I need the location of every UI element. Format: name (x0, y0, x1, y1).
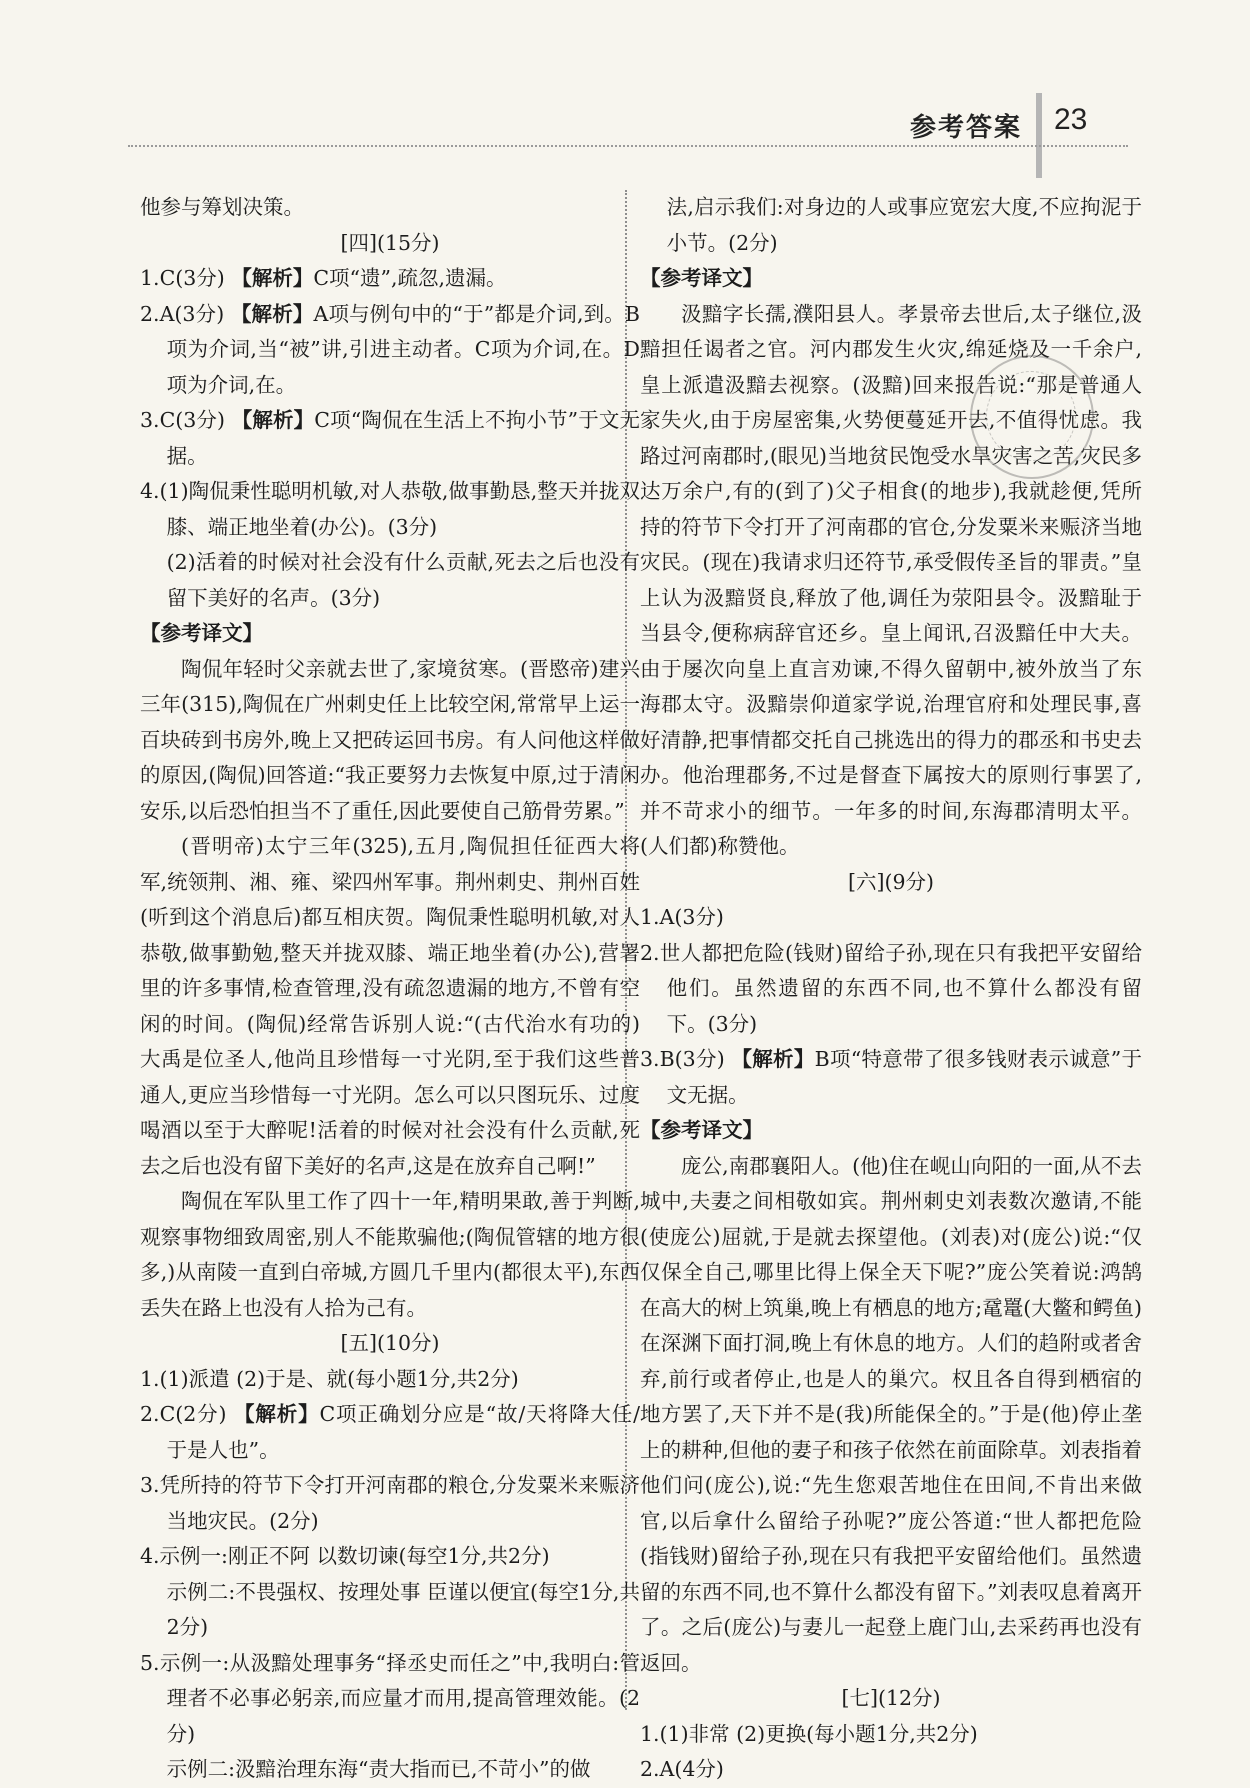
answer-number: 1. (140, 266, 160, 290)
answer-choice: B(3分) (659, 1047, 725, 1071)
section-heading-7: [七](12分) (841, 1686, 941, 1710)
analysis-label: 【解析】 (231, 266, 314, 290)
translation-paragraph: 陶侃年轻时父亲就去世了,家境贫寒。(晋愍帝)建兴三年(315),陶侃在广州刺史任上比较空闲,常常早上运一百块砖到书房外,晚上又把砖运回书房。有人问他这样做的原因,(陶侃)回答道:“我正要努力去恢复中原,过于清闲安乐,以后恐怕担当不了重任,因此要使自己筋骨劳累。” (140, 656, 640, 823)
section-heading-6: [六](9分) (847, 869, 935, 894)
answer-choice: A(3分) (159, 301, 225, 326)
reference-translation-label: 【参考译文】 (640, 266, 763, 290)
answer-number: 3. (640, 1047, 660, 1071)
answer-item: 5.示例一:从汲黯处理事务“择丞史而任之”中,我明白:管理者不必事必躬亲,而应量才而用,提高管理效能。(2分) (140, 1650, 640, 1746)
answer-item: 3.凭所持的符节下令打开河南郡的粮仓,分发粟米来赈济当地灾民。(2分) (140, 1473, 640, 1533)
answer-number: 2. (140, 301, 160, 326)
answer-item: 2.A(4分) (640, 1757, 724, 1781)
continuation-text: 他参与筹划决策。 (140, 195, 304, 219)
translation-paragraph: (晋明帝)太宁三年(325),五月,陶侃担任征西大将军,统领荆、湘、雍、梁四州军事。荆州刺史、荆州百姓(听到这个消息后)都互相庆贺。陶侃秉性聪明机敏,对人恭敬,做事勤勉,整天并拢双膝、端正地坐着(办公),营署里的许多事情,检查管理,没有疏忽遗漏的地方,不曾有空闲的时间。(陶侃)经常告诉别人说:“(古代治水有功的)大禹是位圣人,他尚且珍惜每一寸光阴,至于我们这些普通人,更应当珍惜每一寸光阴。怎么可以只图玩乐、过度喝酒以至于大醉呢!活着的时候对社会没有什么贡献,死去之后也没有留下美好的名声,这是在放弃自己啊!” (140, 834, 640, 1178)
page-header (128, 105, 1128, 155)
answer-item: 1.(1)非常 (2)更换(每小题1分,共2分) (640, 1721, 978, 1746)
answer-item (140, 297, 640, 404)
answer-choice: C(3分) (159, 408, 226, 432)
analysis-label: 【解析】 (230, 301, 314, 326)
header-divider (1036, 93, 1042, 178)
header-rule (128, 145, 1128, 147)
translation-paragraph: 汲黯字长孺,濮阳县人。孝景帝去世后,太子继位,汲黯担任谒者之官。河内郡发生火灾,绵延烧及一千余户,皇上派遣汲黯去视察。(汲黯)回来报告说:“那是普通人家失火,由于房屋密集,火势便蔓延开去,不值得忧虑。我路过河南郡时,(眼见)当地贫民饱受水旱灾害之苦,灾民多达万余户,有的(到了)父子相食(的地步),我就趁便,凭所持的符节下令打开了河南郡的官仓,分发粟米来赈济当地灾民。(现在)我请求归还符节,承受假传圣旨的罪责。”皇上认为汲黯贤良,释放了他,调任为荥阳县令。汲黯耻于当县令,便称病辞官还乡。皇上闻讯,召汲黯任中大夫。由于屡次向皇上直言劝谏,不得久留朝中,被外放当了东海郡太守。汲黯崇仰道家学说,治理官府和处理民事,喜好清静,把事情都交托自己挑选出的得力的郡丞和书史去办。他治理郡务,不过是督查下属按大的原则行事罢了,并不苛求小的细节。一年多的时间,东海郡清明太平。(人们都)称赞他。 (640, 301, 1142, 858)
answer-item: 2.世人都把危险(钱财)留给子孙,现在只有我把平安留给他们。虽然遗留的东西不同,也不算什么都没有留下。(3分) (640, 940, 1142, 1036)
answer-choice: C(2分) (159, 1402, 227, 1426)
answer-number: 2. (140, 1402, 160, 1426)
page-number: 23 (1054, 103, 1088, 136)
stamp-seal (970, 355, 1094, 479)
translation-paragraph: 庞公,南郡襄阳人。(他)住在岘山向阳的一面,从不去城中,夫妻之间相敬如宾。荆州刺史刘表数次邀请,不能(使庞公)屈就,于是就去探望他。(刘表)对(庞公)说:“仅仅保全自己,哪里比得上保全天下呢?”庞公笑着说:鸿鹄在高大的树上筑巢,晚上有栖息的地方;鼋鼍(大鳖和鳄鱼)在深渊下面打洞,晚上有休息的地方。人们的趋附或者舍弃,前行或者停止,也是人的巢穴。权且各自得到栖宿的地方罢了,天下并不是(我)所能保全的。”于是(他)停止垄上的耕种,但他的妻子和孩子依然在前面除草。刘表指着他们问(庞公),说:“先生您艰苦地住在田间,不肯出来做官,以后拿什么留给子孙呢?”庞公答道:“世人都把危险(指钱财)留给子孙,现在只有我把平安留给他们。虽然遗留的东西不同,也不算什么都没有留下。”刘表叹息着离开了。之后(庞公)与妻儿一起登上鹿门山,去采药再也没有返回。 (640, 1153, 1142, 1675)
answer-item (140, 261, 640, 297)
answer-item: 1.A(3分) (640, 905, 724, 929)
section-heading-5: [五](10分) (340, 1331, 440, 1355)
answer-subitem: (2)活着的时候对社会没有什么贡献,死去之后也没有留下美好的名声。(3分) (166, 550, 640, 610)
analysis-text: B项“特意带了很多钱财表示诚意”于文无据。 (666, 1047, 1142, 1107)
analysis-text: C项正确划分应是“故/天将降大任/于是人也”。 (166, 1402, 640, 1462)
answer-item (140, 1397, 640, 1468)
answer-item (640, 1042, 1142, 1113)
analysis-text: C项“陶侃在生活上不拘小节”于文无据。 (166, 408, 640, 468)
reference-translation-label: 【参考译文】 (140, 621, 263, 645)
analysis-label: 【解析】 (731, 1047, 815, 1071)
translation-paragraph: 陶侃在军队里工作了四十一年,精明果敢,善于判断,观察事物细致周密,别人不能欺骗他;(陶侃管辖的地方很多,)从南陵一直到白帝城,方圆几千里内(都很太平),东西丢失在路上也没有人拾为己有。 (140, 1189, 640, 1320)
answer-choice: C(3分) (159, 266, 225, 290)
answer-item: 4.示例一:刚正不阿 以数切谏(每空1分,共2分) (140, 1544, 550, 1568)
analysis-label: 【解析】 (233, 1402, 320, 1426)
section-heading-4: [四](15分) (340, 230, 440, 255)
analysis-text: C项“遗”,疏忽,遗漏。 (313, 266, 507, 290)
answer-item (140, 403, 640, 474)
analysis-text: A项与例句中的“于”都是介词,到。B项为介词,当“被”讲,引进主动者。C项为介词,在。D项为介词,在。 (166, 301, 640, 397)
left-column (140, 190, 640, 1788)
answer-subitem: 示例二:汲黯治理东海“责大指而已,不苛小”的做 (166, 1757, 591, 1781)
answer-item: 1.(1)派遣 (2)于是、就(每小题1分,共2分) (140, 1366, 519, 1391)
answer-number: 3. (140, 408, 160, 432)
reference-translation-label: 【参考译文】 (640, 1118, 763, 1142)
continuation-text: 法,启示我们:对身边的人或事应宽宏大度,不应拘泥于小节。(2分) (666, 195, 1142, 255)
answer-item: 4.(1)陶侃秉性聪明机敏,对人恭敬,做事勤恳,整天并拢双膝、端正地坐着(办公)。(3分) (140, 479, 640, 539)
stamp-inner-ring (986, 371, 1076, 461)
header-title: 参考答案 (910, 113, 1023, 143)
answer-subitem: 示例二:不畏强权、按理处事 臣谨以便宜(每空1分,共2分) (166, 1579, 640, 1639)
analysis-label: 【解析】 (231, 408, 315, 432)
